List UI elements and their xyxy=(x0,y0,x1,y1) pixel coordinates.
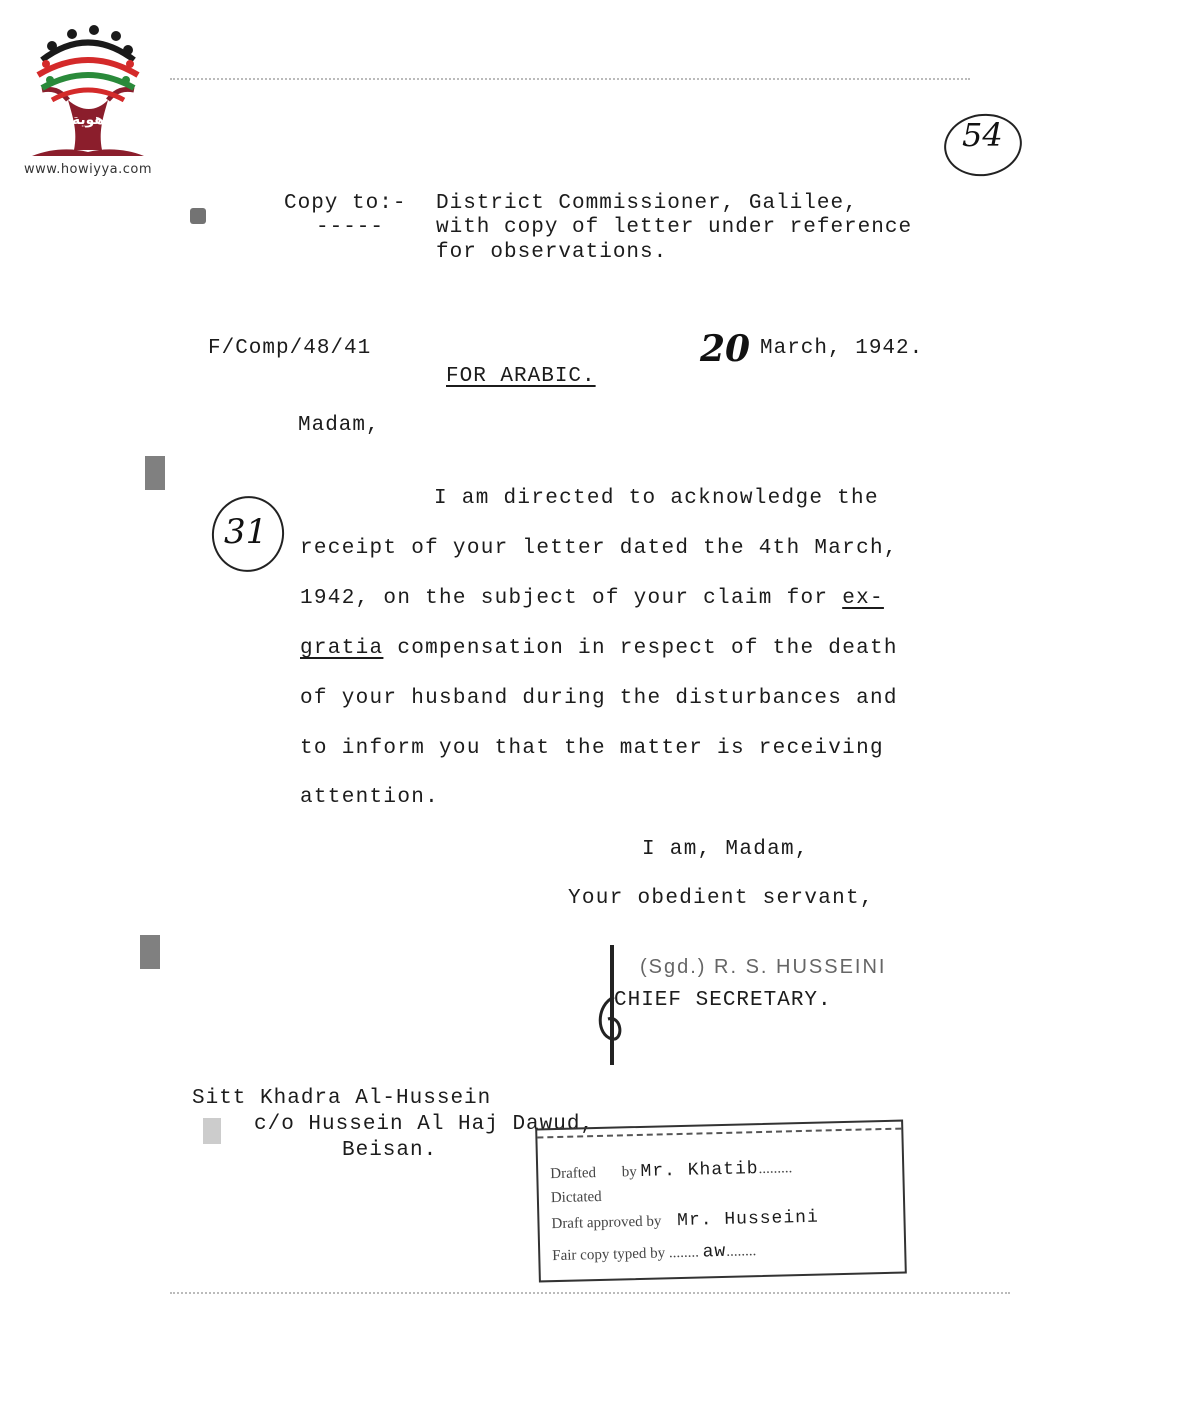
body-line-7: attention. xyxy=(300,786,440,809)
signature-sgd: (Sgd.) R. S. HUSSEINI xyxy=(640,956,887,978)
body-line-1: I am directed to acknowledge the xyxy=(434,487,879,510)
address-line-3: Beisan. xyxy=(342,1139,438,1162)
date-day-handwritten: 20 xyxy=(700,328,751,370)
body-line-2: receipt of your letter dated the 4th March, xyxy=(300,537,898,560)
enclosure-number: 31 xyxy=(224,512,268,552)
signature-title: CHIEF SECRETARY. xyxy=(614,989,832,1012)
ex-gratia-part-1: ex- xyxy=(842,587,884,610)
stamp-approved-by: Mr. Husseini xyxy=(676,1207,820,1232)
logo-url: www.howiyya.com xyxy=(23,162,153,177)
stamp-typed-label: Fair copy typed by xyxy=(552,1245,666,1265)
family-tree-icon xyxy=(12,20,164,160)
address-line-2: c/o Hussein Al Haj Dawud, xyxy=(254,1113,595,1136)
body-line-4 xyxy=(300,637,898,660)
logo-arabic-text: هوية xyxy=(71,112,105,128)
margin-mark xyxy=(203,1118,221,1144)
file-reference: F/Comp/48/41 xyxy=(208,337,372,360)
stamp-by-prefix: by xyxy=(621,1164,638,1181)
stamp-approved-label: Draft approved by xyxy=(551,1213,662,1233)
copy-to-underline: ----- xyxy=(316,216,385,239)
howiyya-logo xyxy=(12,20,164,182)
stamp-approved-row xyxy=(551,1208,819,1235)
stamp-dictated-row xyxy=(551,1189,602,1207)
closing-line-2: Your obedient servant, xyxy=(568,887,874,910)
stamp-typed-by: aw xyxy=(702,1241,727,1263)
drafting-stamp xyxy=(535,1120,907,1283)
closing-line-1: I am, Madam, xyxy=(642,838,809,861)
body-line-4-text: compensation in respect of the death xyxy=(383,637,898,660)
scan-noise xyxy=(170,78,970,80)
margin-mark xyxy=(145,456,165,490)
for-arabic-note: FOR ARABIC. xyxy=(446,365,596,388)
stamp-dictated-label: Dictated xyxy=(550,1188,602,1207)
stamp-top-border xyxy=(537,1128,901,1139)
page-number: 54 xyxy=(962,116,1003,154)
margin-mark xyxy=(140,935,160,969)
body-line-3-text: 1942, on the subject of your claim for xyxy=(300,587,843,610)
date: March, 1942. xyxy=(760,337,924,360)
body-line-3 xyxy=(300,587,884,610)
stamp-drafted-row: Drafted by Mr. Khatib......... xyxy=(550,1159,793,1183)
body-line-6: to inform you that the matter is receiving xyxy=(300,737,884,760)
salutation: Madam, xyxy=(298,414,380,437)
stamp-drafted-by: Mr. Khatib xyxy=(640,1159,759,1182)
copy-to-line-3: for observations. xyxy=(436,241,668,264)
address-line-1: Sitt Khadra Al-Hussein xyxy=(192,1087,492,1110)
copy-to-line-2: with copy of letter under reference xyxy=(436,216,913,239)
copy-to-label: Copy to:- xyxy=(284,192,407,215)
margin-mark xyxy=(190,208,206,224)
body-line-5: of your husband during the disturbances and xyxy=(300,687,898,710)
ex-gratia-part-2: gratia xyxy=(300,637,384,660)
stamp-drafted-label: Drafted xyxy=(550,1165,597,1183)
copy-to-line-1: District Commissioner, Galilee, xyxy=(436,192,858,215)
stamp-typed-row: Fair copy typed by ........ aw........ xyxy=(552,1241,757,1265)
scan-noise xyxy=(170,1292,1010,1294)
